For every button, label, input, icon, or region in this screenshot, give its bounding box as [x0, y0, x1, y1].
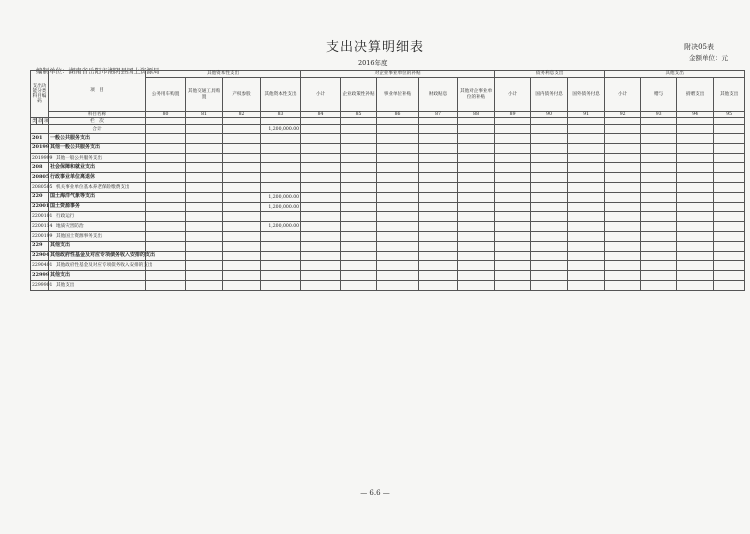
code-header: 支出功能分类科目编码: [31, 71, 49, 118]
row-name: 其他支出: [49, 271, 146, 281]
row-name: 其他政府性基金及对应专项债务收入安排的支出: [49, 261, 146, 271]
table-row: [31, 202, 745, 212]
row-value-other-capital: 1,200,000.00: [261, 192, 301, 202]
row-code: 208: [31, 163, 49, 173]
table-row: [31, 153, 745, 163]
level-item: 项: [44, 118, 49, 124]
row-value-other-capital: [261, 134, 301, 144]
col-number-88: 88: [458, 112, 495, 118]
row-value-other-capital: [261, 143, 301, 153]
table-row: [31, 212, 745, 222]
row-name: 其他一般公共服务支出: [49, 143, 146, 153]
level-section: 款: [38, 118, 43, 124]
table-row: [31, 232, 745, 242]
amount-unit: 金额单位：元: [689, 54, 728, 62]
col-number-90: 90: [531, 112, 568, 118]
row-value-other-capital: 1,200,000.00: [261, 202, 301, 212]
col-header-11: 国内债务付息: [531, 78, 568, 112]
table-row: [31, 281, 745, 291]
row-name: 其他国土资源事务支出: [49, 232, 146, 242]
row-value-other-capital: [261, 163, 301, 173]
col-header-15: 捐赠支出: [677, 78, 714, 112]
row-name: 行政运行: [49, 212, 146, 222]
row-code: 220: [31, 192, 49, 202]
group-enterprise-subsidy: 对企业事业单位的补贴: [301, 71, 495, 78]
table-row: [31, 163, 745, 173]
row-value-other-capital: [261, 241, 301, 251]
col-number-89: 89: [495, 112, 531, 118]
row-code: 20805: [31, 173, 49, 183]
column-index-label: 栏 次: [49, 118, 146, 125]
row-code: 2200114: [31, 222, 49, 232]
row-name: 其他一般公共服务支出: [49, 153, 146, 163]
table-row: [31, 143, 745, 153]
col-header-1: 公务用车购置: [146, 78, 186, 112]
page-title: 支出决算明细表: [325, 40, 424, 55]
row-code: 2200101: [31, 212, 49, 222]
col-header-2: 其他交通工具购置: [186, 78, 223, 112]
col-header-3: 产权参股: [223, 78, 261, 112]
row-code: 229: [31, 241, 49, 251]
col-header-14: 赠与: [641, 78, 677, 112]
col-number-82: 82: [223, 112, 261, 118]
fiscal-year: 2016年度: [358, 59, 388, 67]
row-value-other-capital: [261, 212, 301, 222]
col-number-87: 87: [419, 112, 458, 118]
col-header-16: 其他支出: [714, 78, 745, 112]
row-name: 一般公共服务支出: [49, 134, 146, 144]
row-name: 其他政府性基金及对应专项债务收入安排的支出: [49, 251, 146, 261]
col-number-85: 85: [341, 112, 377, 118]
row-name: 国土海洋气象等支出: [49, 192, 146, 202]
col-header-7: 事业单位补贴: [377, 78, 419, 112]
total-value: 1,200,000.00: [261, 125, 301, 134]
row-code: 22001: [31, 202, 49, 212]
row-name: 机关事业单位基本养老保险缴费支出: [49, 183, 146, 193]
table-row: [31, 192, 745, 202]
row-value-other-capital: [261, 251, 301, 261]
group-other-expenditure: 其他支出: [605, 71, 745, 78]
expenditure-table: [30, 70, 745, 291]
row-code: 2200199: [31, 232, 49, 242]
group-debt-interest: 债务利息支出: [495, 71, 605, 78]
row-value-other-capital: [261, 232, 301, 242]
row-code: 2080505: [31, 183, 49, 193]
col-number-81: 81: [186, 112, 223, 118]
col-number-91: 91: [568, 112, 605, 118]
organization: 编制单位：湖南省岳阳市湘阴县国土资源局: [36, 67, 160, 75]
table-row: [31, 222, 745, 232]
row-name: 国土资源事务: [49, 202, 146, 212]
page-number: — 6.6 —: [360, 489, 390, 497]
total-label: 合计: [49, 125, 146, 134]
row-value-other-capital: 1,200,000.00: [261, 222, 301, 232]
group-other-capital: 其他资本性支出: [146, 71, 301, 78]
col-number-94: 94: [677, 112, 714, 118]
row-code: 20199: [31, 143, 49, 153]
table-row: [31, 261, 745, 271]
col-header-8: 财政贴息: [419, 78, 458, 112]
row-name: 其他支出: [49, 281, 146, 291]
col-header-5: 小计: [301, 78, 341, 112]
row-name: 其他支出: [49, 241, 146, 251]
row-code: 2290401: [31, 261, 49, 271]
table-row: [31, 173, 745, 183]
row-value-other-capital: [261, 173, 301, 183]
col-number-80: 80: [146, 112, 186, 118]
level-class: 类: [32, 118, 37, 124]
row-value-other-capital: [261, 183, 301, 193]
col-header-6: 企业政策性补贴: [341, 78, 377, 112]
col-number-93: 93: [641, 112, 677, 118]
row-name: 行政事业单位离退休: [49, 173, 146, 183]
row-name: 社会保障和就业支出: [49, 163, 146, 173]
row-name: 地质灾害防治: [49, 222, 146, 232]
row-code: 22999: [31, 271, 49, 281]
form-number: 附决05表: [684, 43, 714, 51]
row-value-other-capital: [261, 271, 301, 281]
col-header-13: 小计: [605, 78, 641, 112]
table-row: [31, 183, 745, 193]
col-header-10: 小计: [495, 78, 531, 112]
table-row: [31, 251, 745, 261]
subject-name-header: 科目名称: [49, 112, 146, 118]
row-value-other-capital: [261, 281, 301, 291]
row-code: 2299901: [31, 281, 49, 291]
row-code: 2019999: [31, 153, 49, 163]
row-code: 201: [31, 134, 49, 144]
col-header-4: 其他资本性支出: [261, 78, 301, 112]
table-row: [31, 241, 745, 251]
row-value-other-capital: [261, 261, 301, 271]
col-number-92: 92: [605, 112, 641, 118]
col-number-84: 84: [301, 112, 341, 118]
item-header: 项 目: [49, 71, 146, 112]
table-row: [31, 134, 745, 144]
row-value-other-capital: [261, 153, 301, 163]
table-row: [31, 271, 745, 281]
col-number-86: 86: [377, 112, 419, 118]
col-number-83: 83: [261, 112, 301, 118]
col-number-95: 95: [714, 112, 745, 118]
row-code: 22904: [31, 251, 49, 261]
col-header-12: 国外债务付息: [568, 78, 605, 112]
col-header-9: 其他对企事业单位的补贴: [458, 78, 495, 112]
